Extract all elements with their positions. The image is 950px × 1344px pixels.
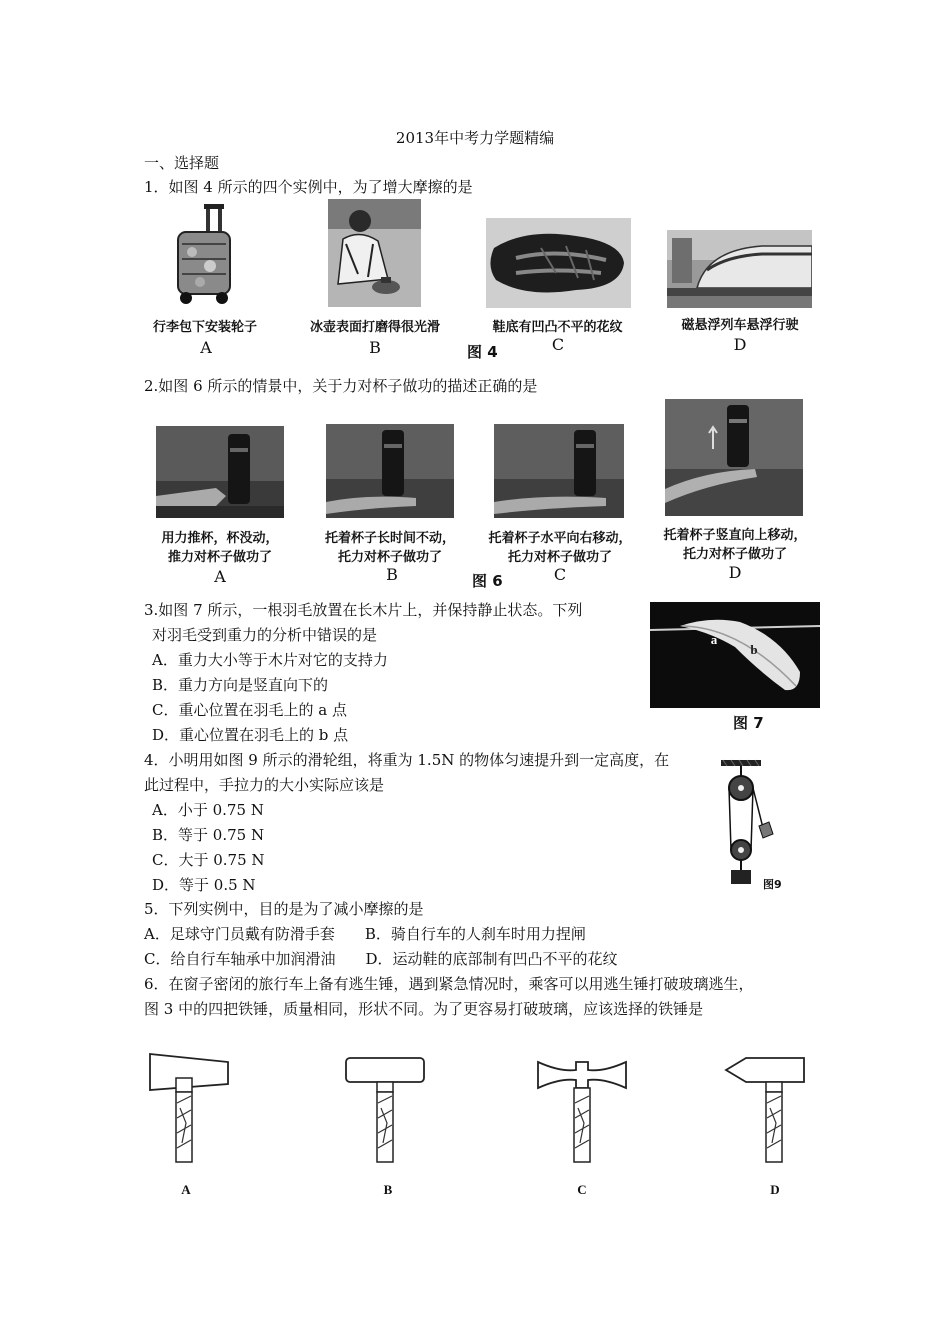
figure-9-label: 图9 <box>763 878 782 891</box>
q2-letter-c: C <box>553 565 567 584</box>
q1-caption-d: 磁悬浮列车悬浮行驶 <box>681 318 799 333</box>
pulley-system-image <box>715 758 775 886</box>
page-title: 2013年中考力学题精编 <box>395 129 555 147</box>
question-6-stem-line1: 6．在窗子密闭的旅行车上备有逃生锤，遇到紧急情况时，乘客可以用逃生锤打破玻璃逃生， <box>144 975 754 993</box>
figure-6-label: 图 6 <box>472 572 503 590</box>
q5-options-row1: A．足球守门员戴有防滑手套 B．骑自行车的人刹车时用力捏闸 <box>144 925 586 943</box>
luggage-image <box>170 204 238 306</box>
shoe-sole-image <box>486 218 631 308</box>
hammer-b-image <box>340 1048 440 1168</box>
q2-caption-b-line2: 托力对杯子做功了 <box>337 550 442 565</box>
q2-caption-a-line1: 用力推杯，杯没动， <box>161 531 279 546</box>
hammer-d-image <box>720 1048 820 1168</box>
q3-option-a: A．重力大小等于木片对它的支持力 <box>152 651 388 669</box>
q4-option-a: A．小于 0.75 N <box>152 801 264 819</box>
question-4-stem-line2: 此过程中，手拉力的大小实际应该是 <box>144 776 385 794</box>
q2-letter-a: A <box>214 567 226 586</box>
q1-caption-b: 冰壶表面打磨得很光滑 <box>309 320 440 335</box>
q4-option-d: D．等于 0.5 N <box>152 876 256 894</box>
q6-letter-c: C <box>577 1182 587 1197</box>
q1-letter-c: C <box>551 335 565 354</box>
q4-option-b: B．等于 0.75 N <box>152 826 265 844</box>
question-6-stem-line2: 图 3 中的四把铁锤，质量相同，形状不同。为了更容易打破玻璃，应该选择的铁锤是 <box>144 1000 704 1018</box>
q1-caption-c: 鞋底有凹凸不平的花纹 <box>492 320 623 335</box>
question-3-stem-line1: 3.如图 7 所示，一根羽毛放置在长木片上，并保持静止状态。下列 <box>144 601 583 619</box>
hammer-a-image <box>140 1048 240 1168</box>
q6-letter-b: B <box>383 1182 393 1197</box>
q2-caption-c-line1: 托着杯子水平向右移动， <box>488 531 632 546</box>
cup-move-vertical-image <box>665 399 803 516</box>
feather-point-b: b <box>750 642 758 657</box>
q1-letter-d: D <box>733 335 747 354</box>
q3-option-b: B．重力方向是竖直向下的 <box>152 676 329 694</box>
question-3-stem-line2: 对羽毛受到重力的分析中错误的是 <box>152 626 378 644</box>
section-heading: 一、选择题 <box>144 154 220 172</box>
figure-7-label: 图 7 <box>733 714 764 732</box>
q2-caption-d-line1: 托着杯子竖直向上移动， <box>663 528 807 543</box>
figure-4-label: 图 4 <box>467 343 498 361</box>
q1-letter-b: B <box>369 338 381 357</box>
q1-letter-a: A <box>200 338 212 357</box>
q2-caption-d-line2: 托力对杯子做功了 <box>682 547 787 562</box>
q6-letter-d: D <box>770 1182 780 1197</box>
cup-push-image <box>156 426 284 518</box>
cup-hold-image <box>326 424 454 518</box>
question-4-stem-line1: 4．小明用如图 9 所示的滑轮组，将重为 1.5N 的物体匀速提升到一定高度，在 <box>144 751 670 769</box>
curling-image <box>328 199 421 307</box>
cup-move-horizontal-image <box>494 424 624 518</box>
question-1-stem: 1．如图 4 所示的四个实例中，为了增大摩擦的是 <box>144 178 473 196</box>
q3-option-c: C．重心位置在羽毛上的 a 点 <box>152 701 347 719</box>
q5-options-row2: C．给自行车轴承中加润滑油 D．运动鞋的底部制有凹凸不平的花纹 <box>144 950 618 968</box>
q3-option-d: D．重心位置在羽毛上的 b 点 <box>152 726 349 744</box>
feather-image <box>650 602 820 708</box>
question-5-stem: 5．下列实例中，目的是为了减小摩擦的是 <box>144 900 424 918</box>
question-2-stem: 2.如图 6 所示的情景中，关于力对杯子做功的描述正确的是 <box>144 377 538 395</box>
q2-caption-c-line2: 托力对杯子做功了 <box>507 550 612 565</box>
hammer-c-image <box>532 1048 632 1168</box>
q1-caption-a: 行李包下安装轮子 <box>152 320 257 335</box>
q2-caption-b-line1: 托着杯子长时间不动， <box>324 531 455 546</box>
q6-letter-a: A <box>181 1182 191 1197</box>
q4-option-c: C．大于 0.75 N <box>152 851 265 869</box>
feather-point-a: a <box>710 632 718 647</box>
q2-letter-d: D <box>728 563 742 582</box>
maglev-train-image <box>667 230 812 308</box>
q2-letter-b: B <box>386 565 398 584</box>
q2-caption-a-line2: 推力对杯子做功了 <box>167 550 272 565</box>
